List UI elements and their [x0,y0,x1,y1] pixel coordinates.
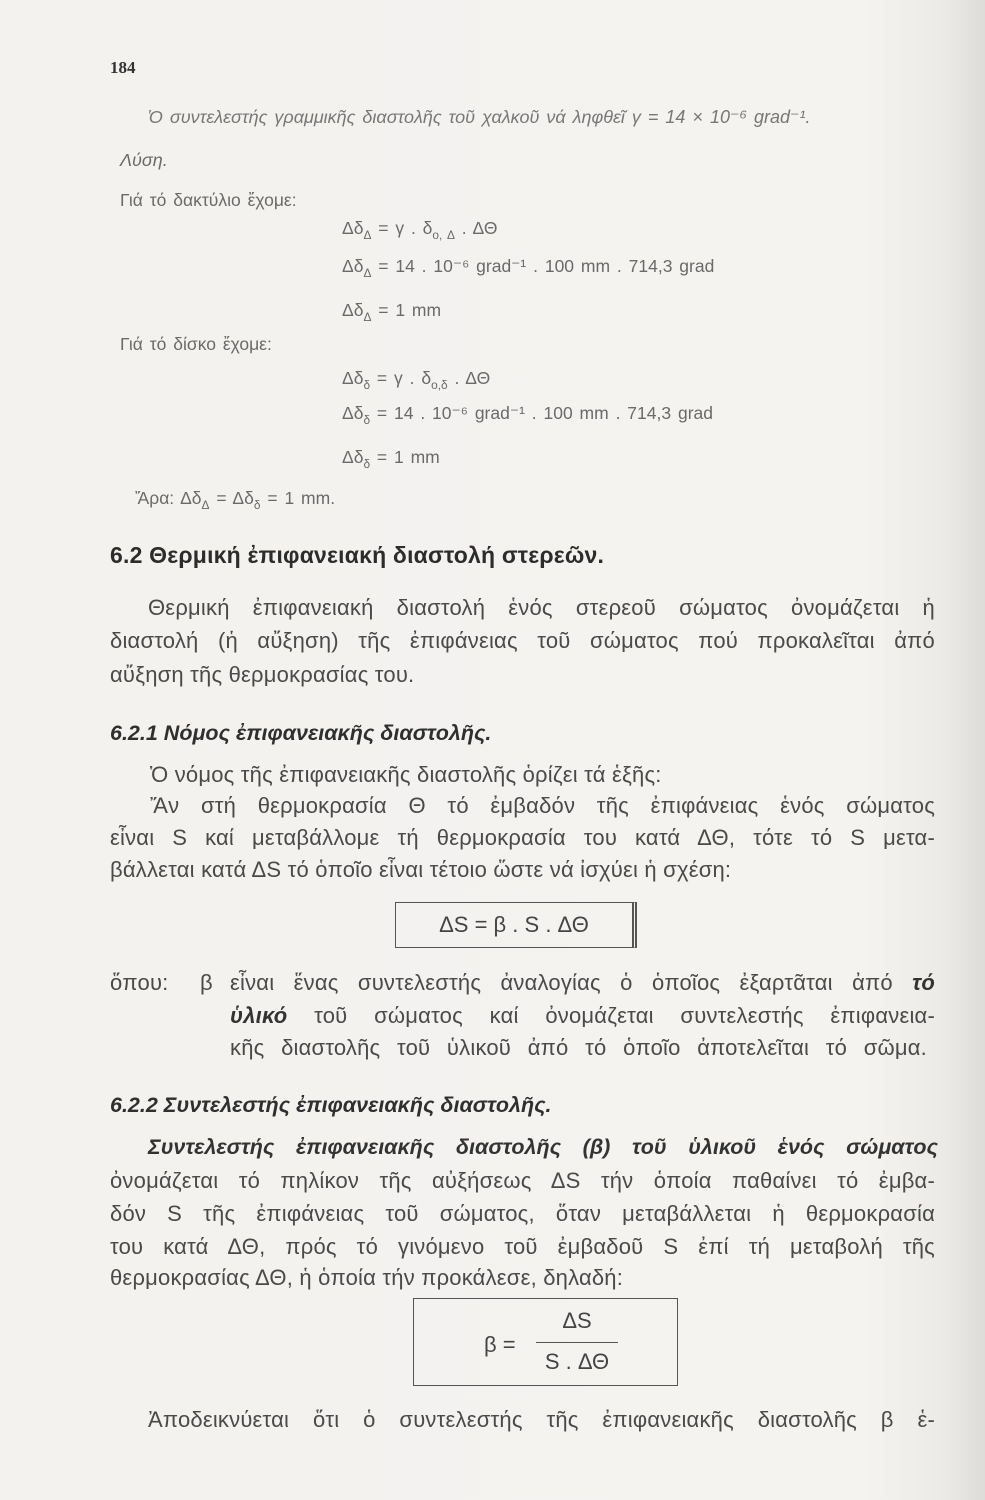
section-heading: 6.2 Θερμική ἐπιφανειακή διαστολή στερεῶν. [110,542,605,568]
ring-equation: $\Delta\delta_\Delta = 1$ mm [342,300,442,324]
disk-equation: $\Delta\delta_\delta = 1$ mm [342,447,440,471]
where-label: ὅπου: [110,970,169,995]
paragraph-line: Ὁ νόμος τῆς ἐπιφανειακῆς διαστολῆς ὁρίζει τά ἑξῆς: [150,762,662,787]
subsection-heading: 6.2.2 Συντελεστής ἐπιφανειακῆς διαστολῆς. [110,1093,552,1117]
paragraph-line: Ἄν στή θερμοκρασία Θ τό ἐμβαδόν τῆς ἐπιφάνειας ἑνός σώματος [150,793,935,818]
solution-conclusion: Ἄρα: $\Delta\delta_\Delta = \Delta\delta_\delta = 1$ mm. [135,488,336,512]
where-line: εἶναι ἕνας συντελεστής ἀναλογίας ὁ ὁποῖος ἐξαρτᾶται ἀπό τό [230,970,935,995]
fraction-formula [413,1298,678,1386]
paragraph-line: θερμοκρασίας ΔΘ, ἡ ὁποία τήν προκάλεσε, δηλαδή: [110,1265,624,1290]
disk-equation: $\Delta\delta_\delta = 14$ . 10⁻⁶ grad⁻¹ . 100 mm . 714,3 grad [342,403,713,427]
paragraph-line: εἶναι S καί μεταβάλλομε τή θερμοκρασία του κατά ΔΘ, τότε τό S μετα- [110,825,935,850]
fraction-denominator: S . ΔΘ [544,1349,610,1374]
disk-equation: $\Delta\delta_\delta = \gamma$ . $\delta_{o,\delta}$ . ΔΘ [342,368,491,392]
ring-intro: Γιά τό δακτύλιο ἔχομε: [120,190,297,210]
formula-text: ΔS = β . S . ΔΘ [439,912,589,937]
page-number: 184 [110,58,136,77]
solution-label: Λύση. [120,150,168,170]
paragraph-line: αὔξηση τῆς θερμοκρασίας του. [110,662,415,687]
formula-box [395,902,637,948]
paragraph-line: διαστολή (ἡ αὔξηση) τῆς ἐπιφάνειας τοῦ σώματος πού προκαλεῖται ἀπό [110,628,935,653]
paragraph-line: του κατά ΔΘ, πρός τό γινόμενο τοῦ ἐμβαδοῦ S ἐπί τή μεταβολή τῆς [110,1234,935,1259]
paragraph-line: ὀνομάζεται τό πηλίκον τῆς αὐξήσεως ΔS τήν ὁποία παθαίνει τό ἐμβα- [110,1168,935,1193]
exercise-note: Ὁ συντελεστής γραμμικῆς διαστολῆς τοῦ χαλκοῦ νά ληφθεῖ γ = 14 × 10⁻⁶ grad⁻¹. [148,107,811,127]
emphasis: τό [912,970,935,995]
fraction-lhs: β = [484,1332,516,1357]
disk-intro: Γιά τό δίσκο ἔχομε: [120,334,272,354]
ring-equation: $\Delta\delta_\Delta = 14$ . 10⁻⁶ grad⁻¹ . 100 mm . 714,3 grad [342,256,715,280]
where-line: κῆς διαστολῆς τοῦ ὑλικοῦ ἀπό τό ὁποῖο ἀποτελεῖται τό σῶμα. [230,1035,927,1060]
where-line: ὑλικό τοῦ σώματος καί ὀνομάζεται συντελεστής ἐπιφανεια- [230,1003,935,1028]
subsection-heading: 6.2.1 Νόμος ἐπιφανειακῆς διαστολῆς. [110,721,492,745]
definition-term: Συντελεστής ἐπιφανειακῆς διαστολῆς (β) τοῦ ὑλικοῦ ἑνός σώματος [148,1135,938,1159]
paragraph-line: δόν S τῆς ἐπιφάνειας τοῦ σώματος, ὅταν μεταβάλλεται ἡ θερμοκρασία [110,1201,935,1226]
continuation-line: Ἀποδεικνύεται ὅτι ὁ συντελεστής τῆς ἐπιφανειακῆς διαστολῆς β ἑ- [148,1407,935,1432]
fraction-numerator: ΔS [562,1308,592,1333]
paragraph-line: βάλλεται κατά ΔS τό ὁποῖο εἶναι τέτοιο ὥστε νά ἰσχύει ἡ σχέση: [110,857,732,882]
where-symbol: β [200,970,213,995]
paragraph-line: Θερμική ἐπιφανειακή διαστολή ἑνός στερεοῦ σώματος ὀνομάζεται ἡ [148,595,935,620]
fraction-bar [536,1342,618,1343]
ring-equation: $\Delta\delta_\Delta = \gamma$ . $\delta_{o, \Delta}$ . ΔΘ [342,218,498,242]
emphasis: ὑλικό [230,1003,288,1028]
